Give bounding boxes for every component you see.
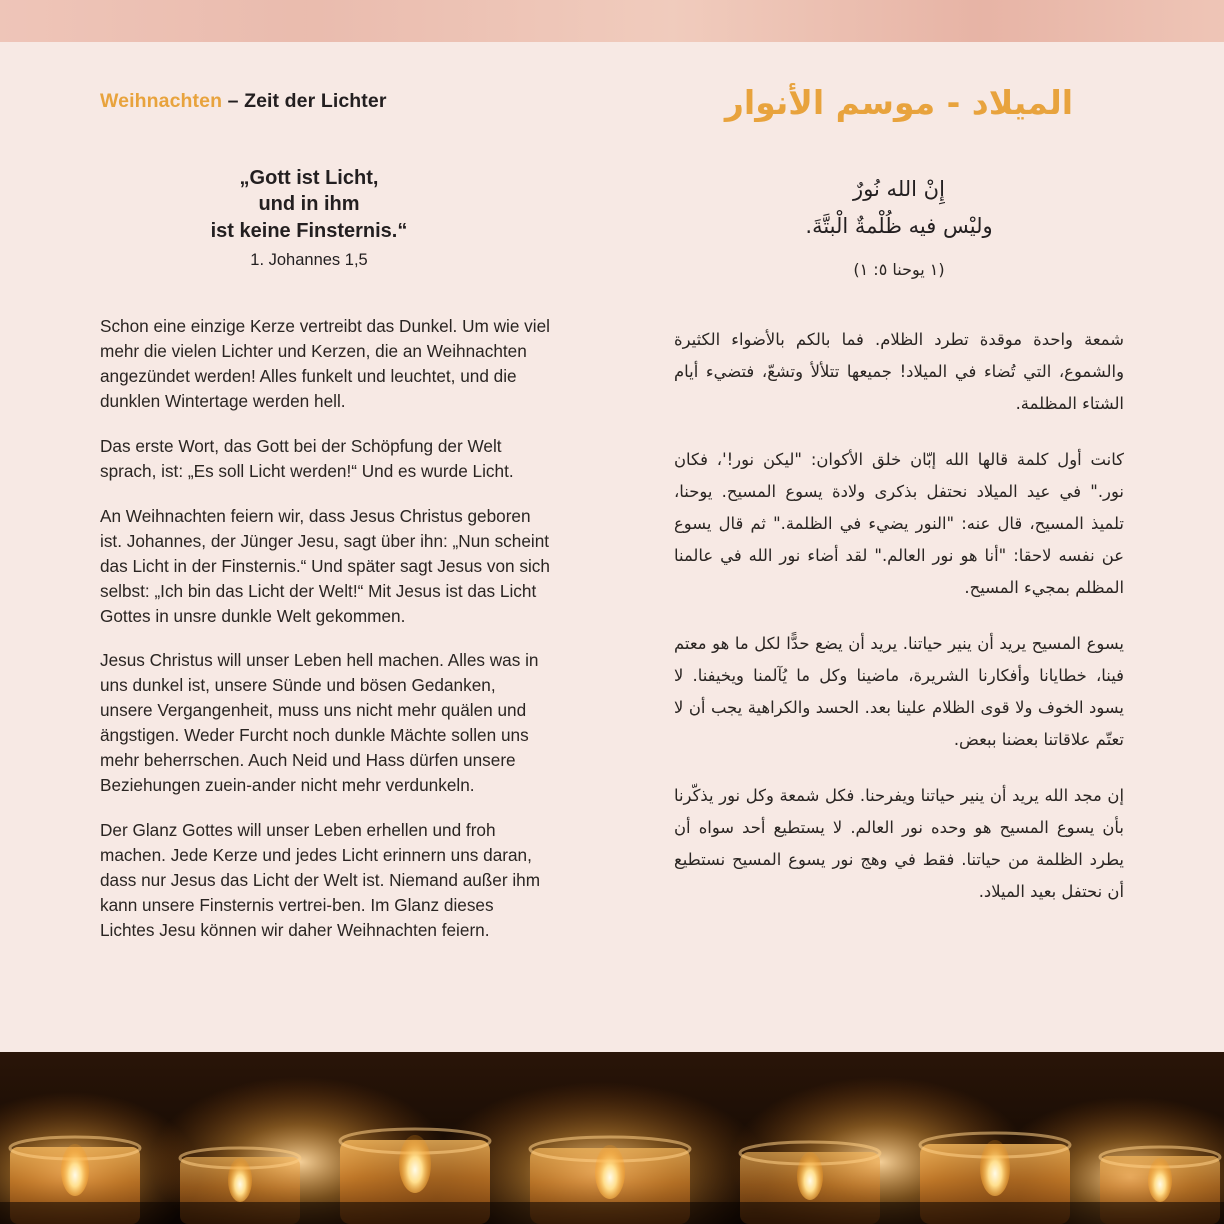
arabic-paragraph: شمعة واحدة موقدة تطرد الظلام. فما بالكم بالأضواء الكثيرة والشموع، التي تُضاء في الميلاد! جميعها تتلألأ وتشعّ، فتضيء أيام الشتاء المظلمة. — [674, 330, 1124, 414]
arabic-column — [612, 42, 1224, 1052]
german-column — [0, 42, 612, 1052]
arabic-verse-block — [674, 171, 1124, 285]
german-paragraph: An Weihnachten feiern wir, dass Jesus Christus geboren ist. Johannes, der Jünger Jesu, sagt über ihn: „Nun scheint das Licht in der Finsternis.“ Und später sagt Jesus von sich selbst: „Ich bin das Licht der Welt!“ Mit Jesus ist das Licht Gottes in unsre dunkle Welt gekommen. — [100, 505, 550, 626]
german-paragraph: Der Glanz Gottes will unser Leben erhellen und froh machen. Jede Kerze und jedes Licht erinnern uns daran, dass nur Jesus das Licht der Welt ist. Niemand außer ihm kann unsere Finsternis vertrei-ben. Im Glanz dieses Lichtes Jesu können wir daher Weihnachten feiern. — [100, 820, 541, 940]
german-verse-reference: 1. Johannes 1,5 — [250, 251, 368, 270]
german-verse-line: „Gott ist Licht, — [239, 167, 379, 189]
arabic-page-title: الميلاد - موسم الأنوار — [724, 83, 1074, 122]
arabic-verse-line: وليْس فيه ظُلْمةٌ الْبتَّةَ. — [805, 213, 993, 238]
page-title-rest: – Zeit der Lichter — [222, 90, 387, 112]
german-paragraph: Jesus Christus will unser Leben hell machen. Alles was in uns dunkel ist, unsere Sünde und bösen Gedanken, unsere Vergangenheit, muss uns nicht mehr quälen und ängstigen. Weder Furcht noch dunkle Mächte sollen uns mehr beherrschen. Auch Neid und Hass dürfen unsere Beziehungen zuein-ander nicht mehr verdunkeln. — [100, 650, 539, 796]
arabic-paragraph: إن مجد الله يريد أن ينير حياتنا ويفرحنا. فكل شمعة وكل نور يذكّرنا بأن يسوع المسيح هو وحده نور العالم. لا يستطيع أحد سواه أن يطرد الظلمة من حياتنا. فقط في وهج نور يسوع المسيح نستطيع أن نحتفل بعيد الميلاد. — [674, 786, 1124, 902]
german-verse-block — [100, 165, 550, 270]
page-title-accent: Weihnachten — [100, 90, 223, 112]
top-color-band — [0, 0, 1224, 42]
german-paragraph: Schon eine einzige Kerze vertreibt das Dunkel. Um wie viel mehr die vielen Lichter und Kerzen, die an Weihnachten angezündet werden! Alles funkelt und leuchtet, und die dunklen Wintertage werden hell. — [100, 316, 550, 411]
candles-illustration — [0, 1052, 1224, 1224]
arabic-verse-line: إِنْ الله نُورٌ — [853, 176, 945, 201]
arabic-verse-reference: (١ يوحنا ٥: ١) — [853, 260, 945, 280]
candles-photo — [0, 1052, 1224, 1224]
arabic-paragraph: كانت أول كلمة قالها الله إبّان خلق الأكوان: "ليكن نور!'، فكان نور." في عيد الميلاد نحتفل بذكرى ولادة يسوع المسيح. يوحنا، تلميذ المسيح، قال عنه: "النور يضيء في الظلمة." ثم قال يسوع عن نفسه لاحقا: "أنا هو نور العالم." لقد أضاء نور الله في عالمنا المظلم بمجيء المسيح. — [674, 450, 1124, 598]
two-column-content — [0, 42, 1224, 1052]
german-verse-line: und in ihm — [258, 193, 360, 216]
german-paragraph: Das erste Wort, das Gott bei der Schöpfung der Welt sprach, ist: „Es soll Licht werden!“ Und es wurde Licht. — [100, 435, 514, 481]
page-title — [100, 90, 550, 113]
german-verse-line: ist keine Finsternis.“ — [210, 219, 408, 242]
arabic-paragraph: يسوع المسيح يريد أن ينير حياتنا. يريد أن يضع حدًّا لكل ما هو معتم فينا، خطايانا وأفكارنا الشريرة، ماضينا وكل ما يُآلمنا ويخيفنا. لا يسود الخوف ولا قوى الظلام علينا بعد. الحسد والكراهية يجب أن لا تعتّم علاقاتنا بعضنا ببعض. — [674, 634, 1124, 750]
